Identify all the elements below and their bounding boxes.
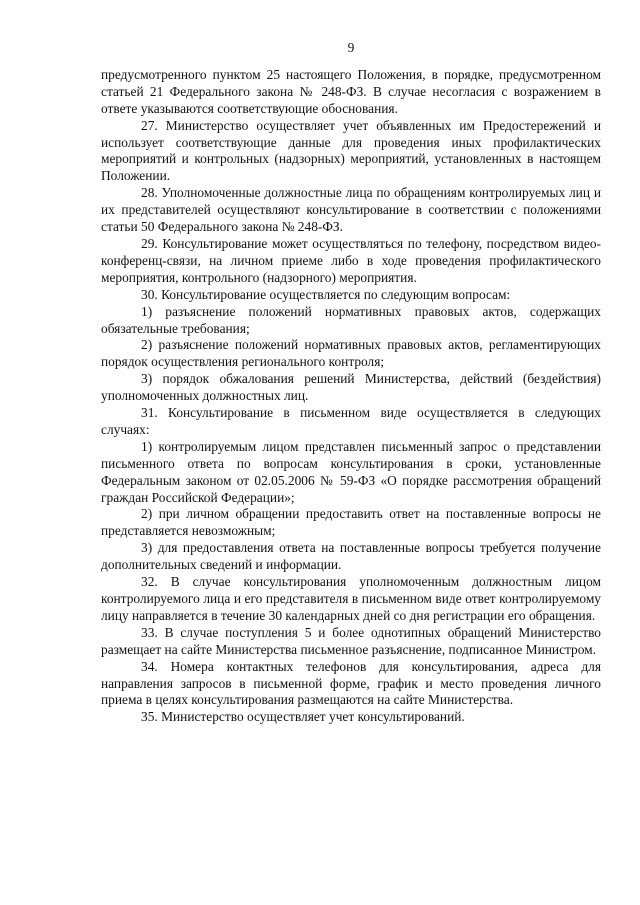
paragraph: 3) порядок обжалования решений Министерства, действий (бездействия) уполномоченных должностных лиц. [101,371,601,404]
paragraph: предусмотренного пунктом 25 настоящего Положения, в порядке, предусмотренном статьей 21 Федерального закона № 248-ФЗ. В случае несогласия с возражением в ответе указываются соответствующие обоснования. [101,66,601,116]
page-number: 9 [347,40,355,55]
paragraph: 27. Министерство осуществляет учет объявленных им Предостережений и использует соответствующие данные для проведения иных профилактических мероприятий и контрольных (надзорных) мероприятий, установленных в настоящем Положении. [101,117,601,184]
paragraph: 1) разъяснение положений нормативных правовых актов, содержащих обязательные требования; [101,303,601,336]
document-body [101,67,601,726]
paragraph: 32. В случае консультирования уполномоченным должностным лицом контролируемого лица и его представителя в письменном виде ответ контролируемому лицу направляется в течение 30 календарных дней со дня регистрации его обращения. [101,574,601,623]
paragraph: 29. Консультирование может осуществляться по телефону, посредством видео-конференц-связи, на личном приеме либо в ходе проведения профилактического мероприятия, контрольного (надзорного) мероприятия. [101,235,601,285]
paragraph: 31. Консультирование в письменном виде осуществляется в следующих случаях: [101,405,601,437]
paragraph: 35. Министерство осуществляет учет консультирований. [141,709,465,725]
paragraph: 2) при личном обращении предоставить ответ на поставленные вопросы не представляется невозможным; [101,506,601,539]
paragraph: 1) контролируемым лицом представлен письменный запрос о представлении письменного ответа по вопросам консультирования в сроки, установленные Федеральным законом от 02.05.2006 № 59-ФЗ «О порядке рассмотрения обращений граждан Российской Федерации»; [101,438,601,505]
paragraph: 30. Консультирование осуществляется по следующим вопросам: [141,286,511,302]
document-page [101,40,601,726]
paragraph: 33. В случае поступления 5 и более однотипных обращений Министерство размещает на сайте Министерства письменное разъяснение, подписанное Министром. [101,624,601,657]
paragraph: 3) для предоставления ответа на поставленные вопросы требуется получение дополнительных сведений и информации. [101,540,601,573]
paragraph: 2) разъяснение положений нормативных правовых актов, регламентирующих порядок осуществления регионального контроля; [101,337,601,370]
paragraph: 28. Уполномоченные должностные лица по обращениям контролируемых лиц и их представителей осуществляют консультирование в соответствии с положениями статьи 50 Федерального закона № 248-ФЗ. [101,185,601,235]
paragraph: 34. Номера контактных телефонов для консультирования, адреса для направления запросов в письменной форме, график и место проведения личного приема в целях консультирования размещаются на сайте Министерства. [101,658,601,708]
